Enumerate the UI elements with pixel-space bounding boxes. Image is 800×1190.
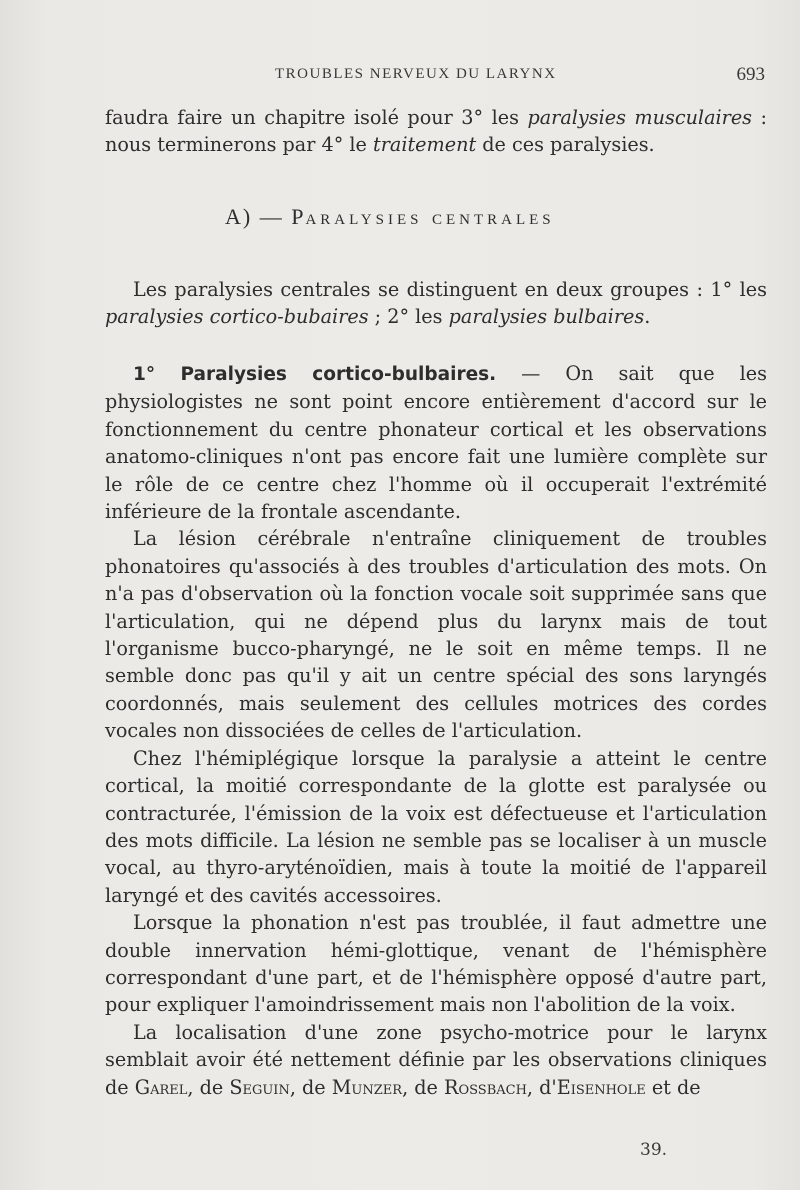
p5-text-2: , de (187, 1075, 230, 1099)
signature-mark: 39. (640, 1140, 668, 1160)
paragraph-4: Lorsque la phonation n'est pas troublée, il faut admettre une double innervation hémi-glottique, venant de l'hémisphère correspondant d'une part, et de l'hémisphère opposé d'autre part, pour expliquer l'amoindrissement mais non l'abolition de la voix. (105, 911, 767, 1017)
groups-italic-2: paralysies bulbaires (448, 305, 645, 329)
p5-text-4: , de (402, 1075, 444, 1099)
p5-text-1: La localisation d'une zone psycho-motrice pour le larynx semblait avoir été nettement définie par les observations cliniques de (105, 1020, 767, 1099)
author-name: Eisenhole (556, 1075, 646, 1099)
p5-text-6: et de (645, 1075, 701, 1099)
groups-paragraph (105, 276, 767, 331)
intro-text (105, 104, 767, 159)
paragraph-1 (105, 360, 767, 525)
intro-text-1: faudra faire un chapitre isolé pour 3° les (105, 106, 528, 129)
subsection-heading: 1° Paralysies cortico-bulbaires. (133, 364, 497, 385)
groups-text-2: ; 2° les (368, 305, 449, 329)
running-title: TROUBLES NERVEUX DU LARYNX (275, 66, 557, 82)
author-name: Rossbach (444, 1075, 527, 1099)
page-number: 693 (736, 64, 765, 85)
paragraph-1-text: — On sait que les physiologistes ne sont point encore entièrement d'accord sur le fonctionnement du centre phonateur cortical et les observations anatomo-cliniques n'ont pas encore fait une lumière complète sur le rôle de ce centre chez l'homme où il occuperait l'extrémité inférieure de la frontale ascendante. (105, 362, 767, 524)
intro-text-2: : nous terminerons par 4° le (105, 106, 767, 157)
section-heading-prefix: A) — P (225, 204, 306, 229)
paragraph-3: Chez l'hémiplégique lorsque la paralysie a atteint le centre cortical, la moitié correspondante de la glotte est paralysée ou contracturée, l'émission de la voix est défectueuse et l'articulation des mots difficile. La lésion ne semble pas se localiser à un muscle vocal, au thyro-aryténoïdien, mais à toute la moitié de l'appareil laryngé et des cavités accessoires. (105, 746, 767, 907)
body-text (105, 360, 767, 1101)
groups-text (105, 276, 767, 331)
intro-italic-2: traitement (373, 133, 477, 157)
p5-text-3: , de (289, 1075, 332, 1099)
paragraph-2: La lésion cérébrale n'entraîne cliniquement de troubles phonatoires qu'associés à des troubles d'articulation des mots. On n'a pas d'observation où la fonction vocale soit supprimée sans que l'articulation, qui ne dépend plus du larynx mais de tout l'organisme bucco-pharyngé, ne le soit en même temps. Il ne semble donc pas qu'il y ait un centre spécial des sons laryngés coordonnés, mais seulement des cellules motrices des cordes vocales non dissociées de celles de l'articulation. (105, 527, 767, 743)
paragraph-5 (105, 1019, 767, 1101)
section-heading-title: aralysies centrales (305, 204, 555, 229)
groups-text-1: Les paralysies centrales se distinguent en deux groupes : 1° les (133, 278, 767, 301)
author-name: Seguin (229, 1075, 290, 1099)
intro-italic-1: paralysies musculaires (527, 106, 753, 129)
groups-italic-1: paralysies cortico-bubaires (105, 305, 369, 329)
groups-text-3: . (644, 305, 651, 329)
page-header (105, 66, 765, 90)
p5-text-5: , d' (526, 1075, 557, 1099)
section-heading (225, 204, 555, 230)
intro-paragraph (105, 104, 767, 159)
author-name: Garel (134, 1075, 188, 1099)
author-name: Munzer (331, 1075, 403, 1099)
intro-text-3: de ces paralysies. (476, 133, 655, 157)
